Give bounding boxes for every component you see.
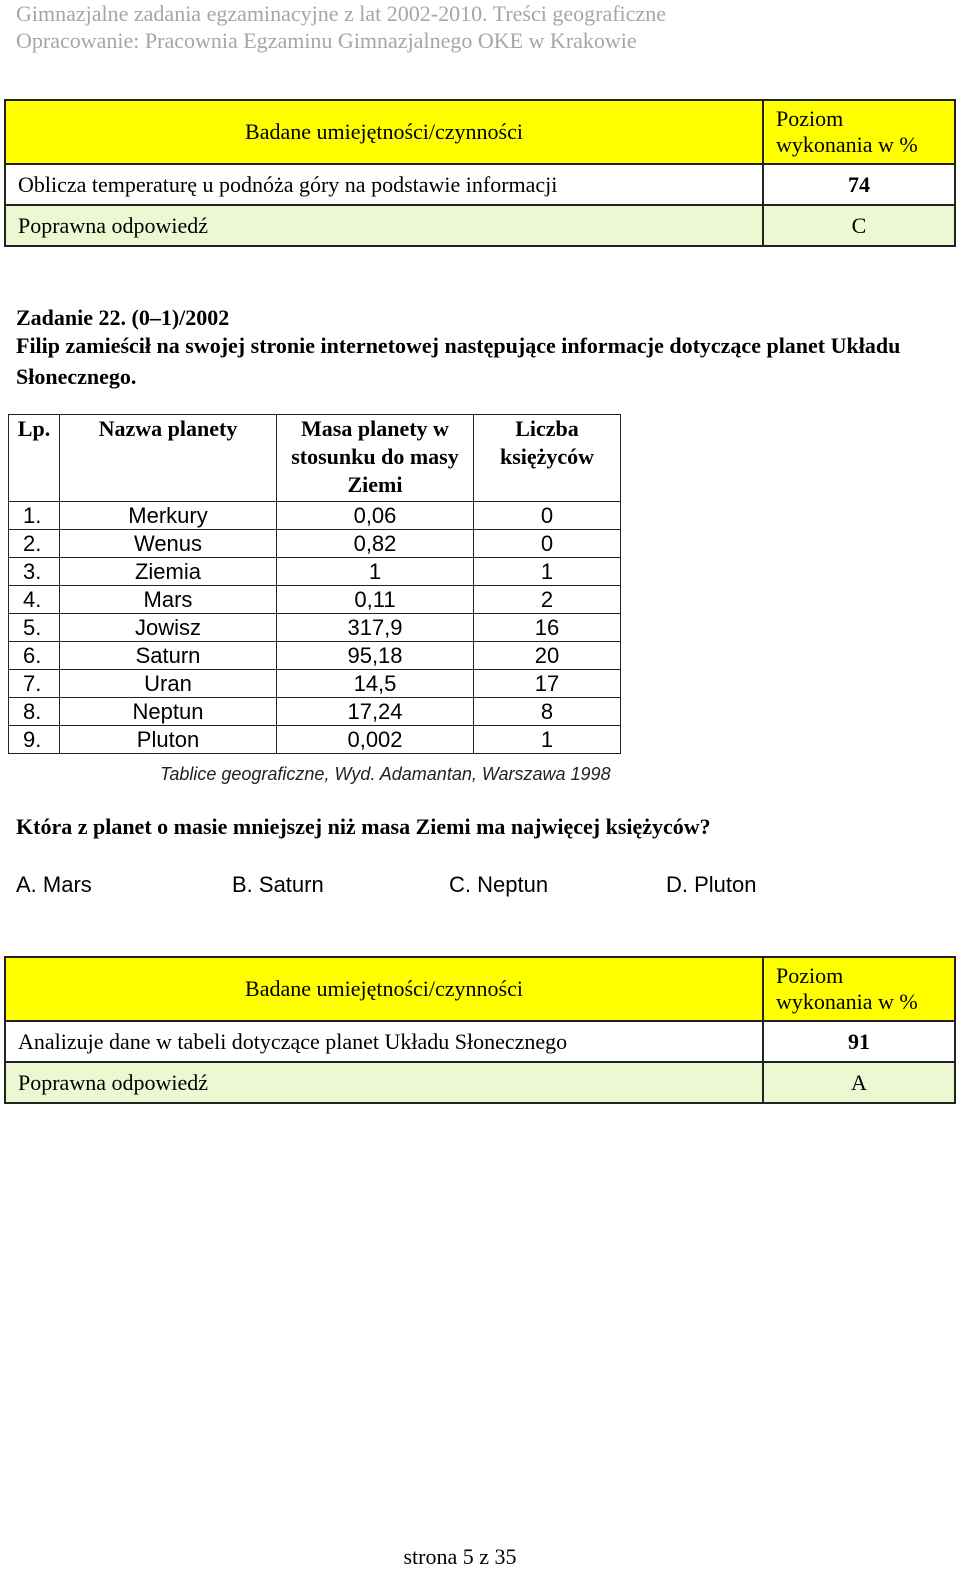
answer-option-c: C. Neptun [449, 872, 549, 897]
planet-name: Merkury [60, 502, 277, 530]
column-header-lp: Lp. [9, 415, 60, 502]
planet-mass: 17,24 [277, 698, 474, 726]
planet-mass: 0,06 [277, 502, 474, 530]
planet-moons: 20 [474, 642, 621, 670]
table-row [9, 586, 621, 614]
table-row [9, 726, 621, 754]
planet-mass: 14,5 [277, 670, 474, 698]
performance-level: 91 [763, 1021, 955, 1062]
question-text: Która z planet o masie mniejszej niż masa Ziemi ma najwięcej księżyców? [16, 814, 711, 839]
row-number: 1. [9, 502, 60, 530]
planet-mass: 0,82 [277, 530, 474, 558]
table-row [9, 698, 621, 726]
planet-moons: 1 [474, 726, 621, 754]
task-results-table [4, 956, 956, 1104]
planet-moons: 16 [474, 614, 621, 642]
correct-answer-label: Poprawna odpowiedź [5, 205, 763, 246]
table-row [9, 558, 621, 586]
skill-header: Badane umiejętności/czynności [5, 100, 763, 164]
planet-name: Ziemia [60, 558, 277, 586]
row-number: 8. [9, 698, 60, 726]
table-row [9, 530, 621, 558]
row-number: 9. [9, 726, 60, 754]
column-header-moons: Liczba księżyców [474, 415, 621, 502]
document-header-title: Gimnazjalne zadania egzaminacyjne z lat 2002-2010. Treści geograficzne [16, 1, 666, 26]
answer-option-d: D. Pluton [666, 872, 757, 897]
planets-table [8, 414, 621, 754]
answer-option-b: B. Saturn [232, 872, 324, 897]
table-row [9, 502, 621, 530]
planet-moons: 17 [474, 670, 621, 698]
task-description: Filip zamieścił na swojej stronie internetowej następujące informacje dotyczące planet Układu Słonecznego. [16, 333, 901, 389]
table-row [9, 670, 621, 698]
planet-name: Pluton [60, 726, 277, 754]
skill-description: Oblicza temperaturę u podnóża góry na podstawie informacji [5, 164, 763, 205]
correct-answer-label: Poprawna odpowiedź [5, 1062, 763, 1103]
planet-mass: 0,11 [277, 586, 474, 614]
table-row [9, 614, 621, 642]
level-header: Poziom wykonania w % [763, 100, 955, 164]
planet-moons: 8 [474, 698, 621, 726]
row-number: 5. [9, 614, 60, 642]
correct-answer: A [763, 1062, 955, 1103]
planet-moons: 0 [474, 502, 621, 530]
column-header-mass: Masa planety w stosunku do masy Ziemi [277, 415, 474, 502]
planet-moons: 1 [474, 558, 621, 586]
document-header-subtitle: Opracowanie: Pracownia Egzaminu Gimnazjalnego OKE w Krakowie [16, 28, 637, 53]
row-number: 7. [9, 670, 60, 698]
previous-task-results-table [4, 99, 956, 247]
planet-moons: 2 [474, 586, 621, 614]
skill-header: Badane umiejętności/czynności [5, 957, 763, 1021]
row-number: 2. [9, 530, 60, 558]
planet-name: Wenus [60, 530, 277, 558]
planet-name: Mars [60, 586, 277, 614]
task-title: Zadanie 22. (0–1)/2002 [16, 305, 230, 330]
row-number: 6. [9, 642, 60, 670]
planet-name: Saturn [60, 642, 277, 670]
planet-mass: 1 [277, 558, 474, 586]
planet-name: Jowisz [60, 614, 277, 642]
row-number: 3. [9, 558, 60, 586]
column-header-name: Nazwa planety [60, 415, 277, 502]
table-source-citation: Tablice geograficzne, Wyd. Adamantan, Warszawa 1998 [160, 764, 611, 784]
performance-level: 74 [763, 164, 955, 205]
skill-description: Analizuje dane w tabeli dotyczące planet Układu Słonecznego [5, 1021, 763, 1062]
planet-moons: 0 [474, 530, 621, 558]
answer-option-a: A. Mars [16, 872, 92, 897]
planet-mass: 317,9 [277, 614, 474, 642]
planet-name: Neptun [60, 698, 277, 726]
planet-mass: 95,18 [277, 642, 474, 670]
correct-answer: C [763, 205, 955, 246]
planet-name: Uran [60, 670, 277, 698]
page-number: strona 5 z 35 [403, 1544, 517, 1569]
level-header: Poziom wykonania w % [763, 957, 955, 1021]
table-row [9, 642, 621, 670]
planet-mass: 0,002 [277, 726, 474, 754]
row-number: 4. [9, 586, 60, 614]
